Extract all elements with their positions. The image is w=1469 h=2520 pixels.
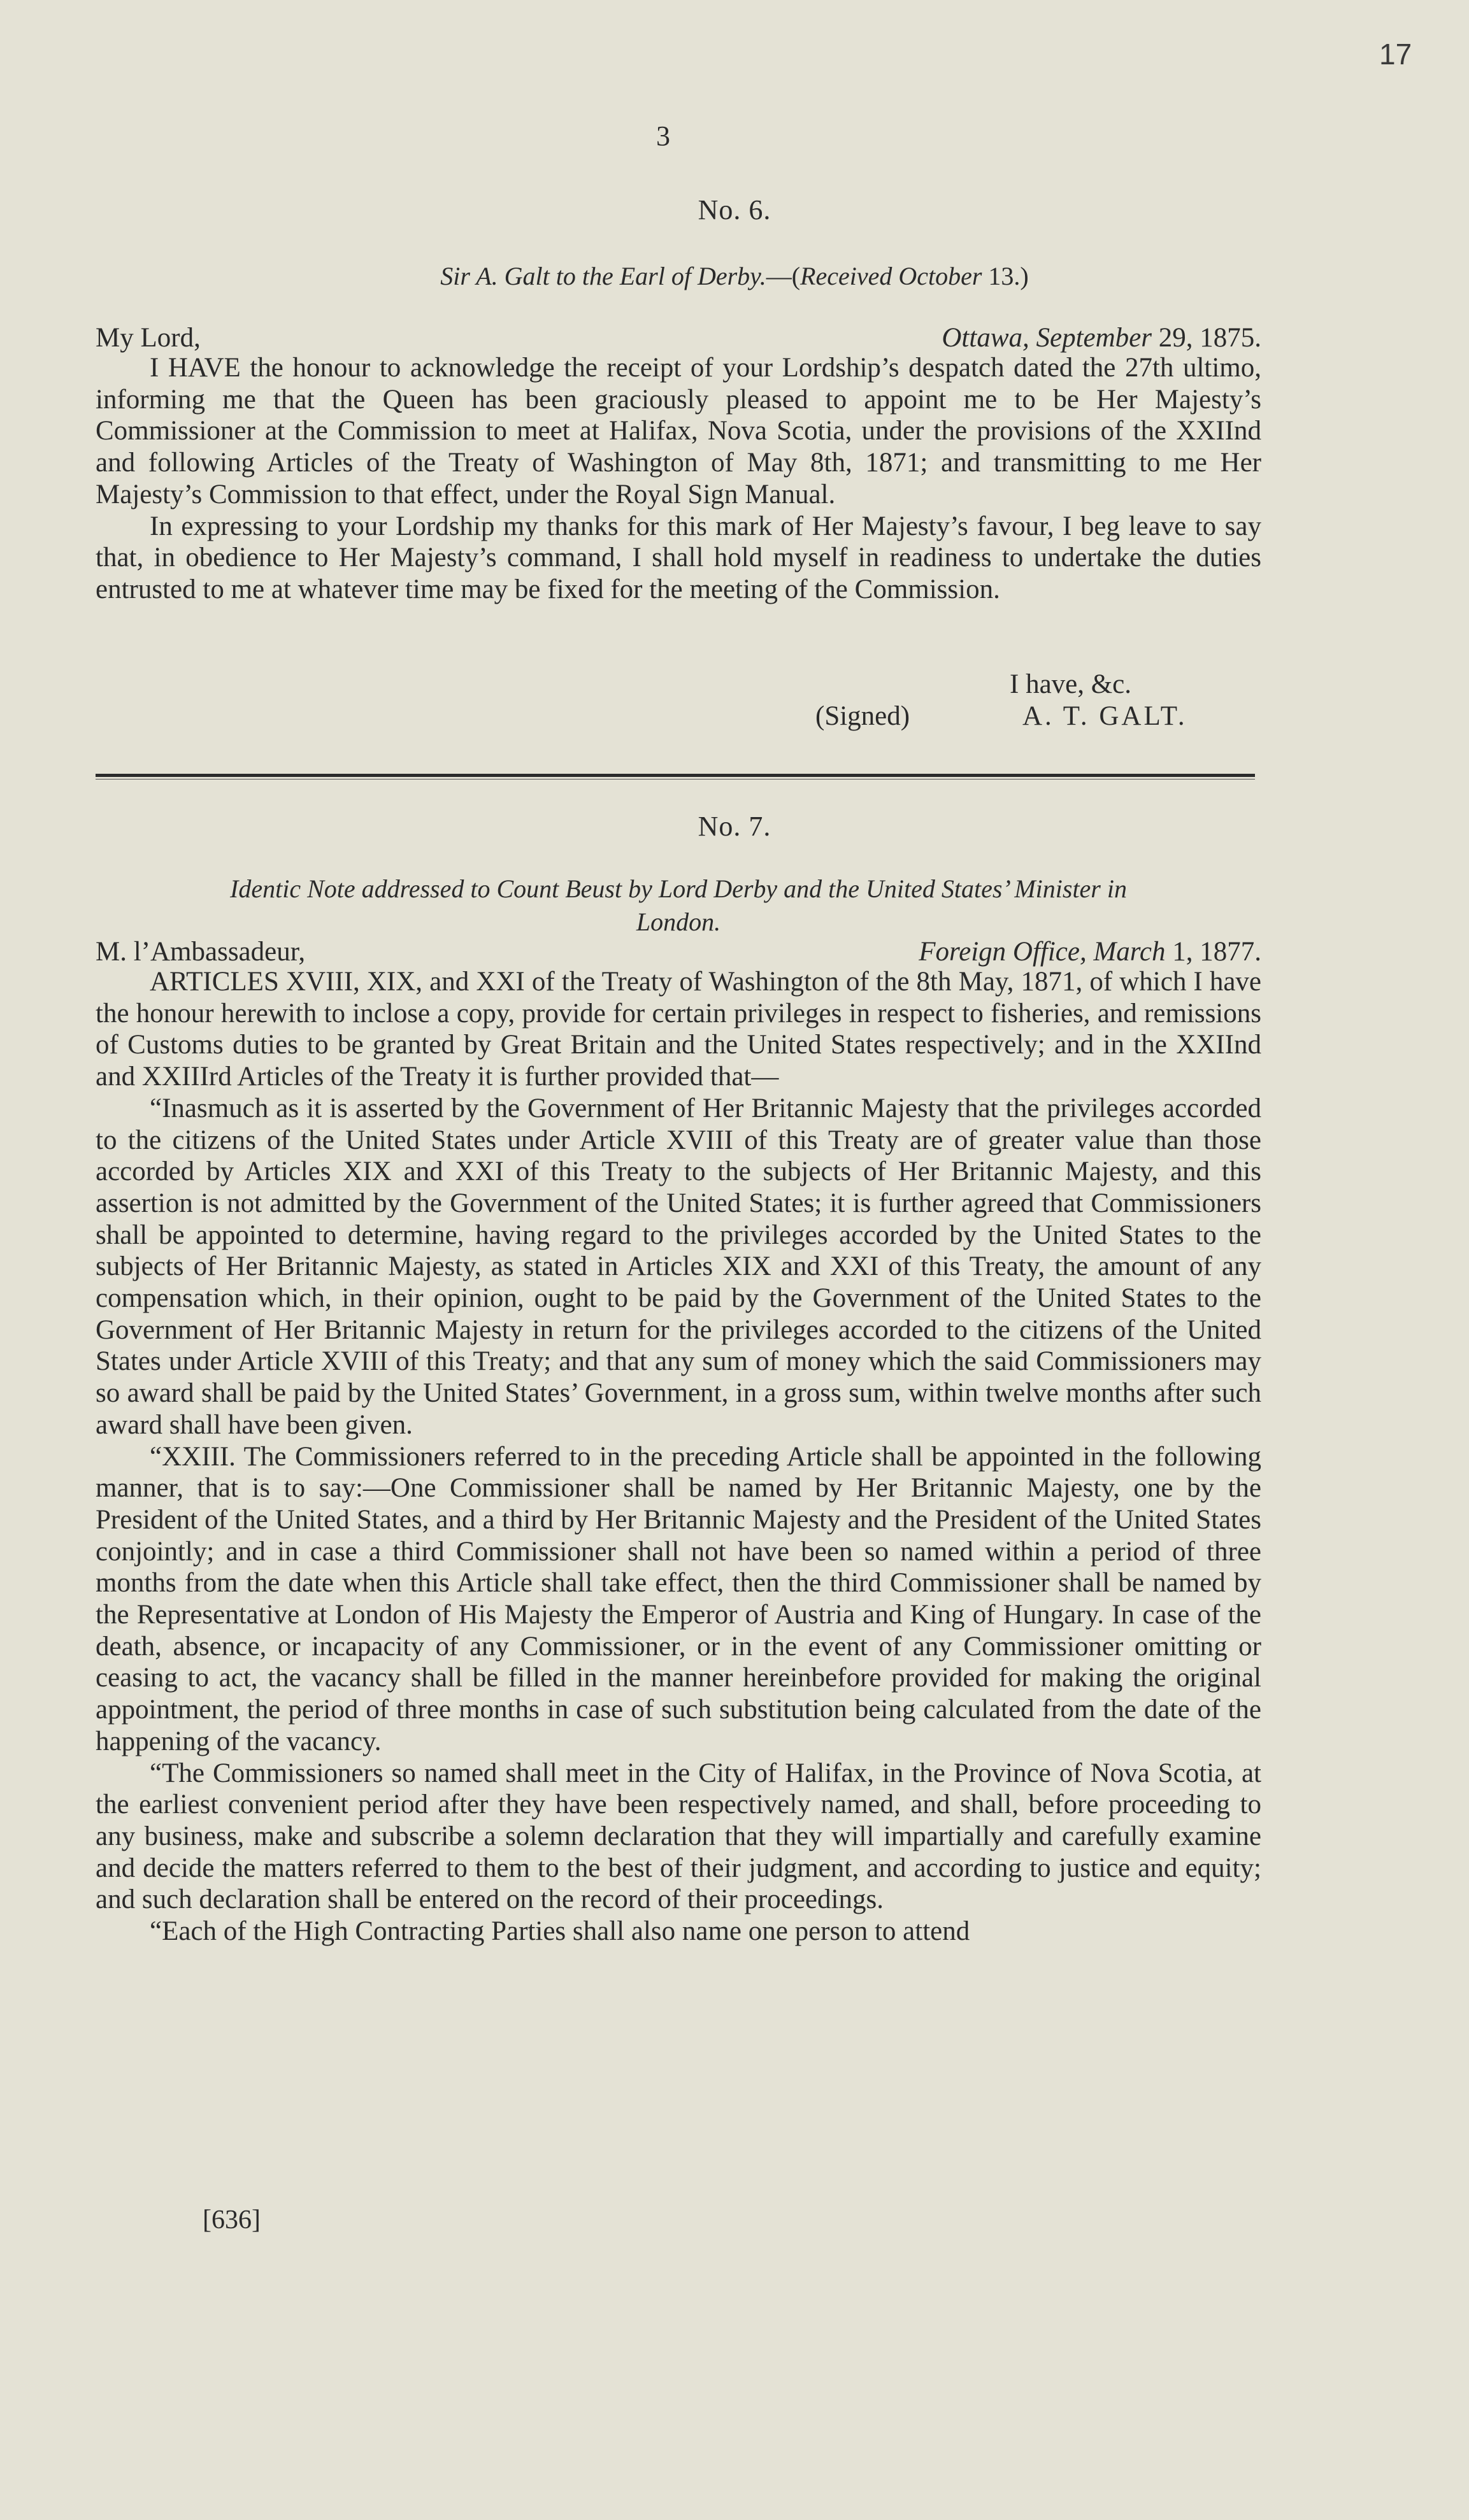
doc6-body [96,352,1261,606]
doc7-dateline-date: 1, 1877. [1172,937,1261,967]
doc7-dateline [919,936,1261,967]
doc7-paragraph-5: “Each of the High Contracting Parties shall also name one person to attend [150,1916,970,1947]
doc6-number: No. 6. [698,194,771,225]
doc7-dateline-place: Foreign Office, March [919,937,1166,967]
doc6-heading-received: Received October [800,262,982,290]
doc7-paragraph-2: “Inasmuch as it is asserted by the Government of Her Britannic Majesty that the privileges accorded to the citizens of the United States under Article XVIII of this Treaty are of greater value than those accorded by Articles XIX and XXI of this Treaty to the subjects of Her Britannic Majesty, and this assertion is not admitted by the Government of the United States; it is further agreed that Commissioners shall be appointed to determine, having regard to the privileges accorded by the United States to the subjects of Her Britannic Majesty, as stated in Articles XIX and XXI of this Treaty, the amount of any compensation which, in their opinion, ought to be paid by the Government of the United States to the Government of Her Britannic Majesty in return for the privileges accorded to the citizens of the United States under Article XVIII of this Treaty; and that any sum of money which the said Commissioners may so award shall be paid by the United States’ Government, in a gross sum, within twelve months after such award shall have been given. [96,1093,1261,1440]
doc7-heading-line1: Identic Note addressed to Count Beust by Lord Derby and the United States’ Minister in [230,874,1127,903]
doc7-salutation: M. l’Ambassadeur, [96,937,306,967]
print-signature-mark: [636] [203,2205,261,2235]
doc7-number: No. 7. [698,811,771,842]
doc7-paragraph-4: “The Commissioners so named shall meet in the City of Halifax, in the Province of Nova Scotia, at the earliest convenient period after they have been respectively named, and shall, before proceeding to any business, make and subscribe a solemn declaration that they will impartially and carefully examine and decide the matters referred to them to the best of their judgment, and according to justice and equity; and such declaration shall be entered on the record of their proceedings. [96,1758,1261,1915]
doc7-body [96,966,1261,1947]
section-divider [96,774,1255,777]
doc7-heading [96,872,1261,939]
page-number: 3 [656,120,670,152]
doc6-heading [0,260,1469,293]
doc6-dateline-place: Ottawa, September [942,323,1152,353]
doc6-heading-main: Sir A. Galt to the Earl of Derby. [440,262,766,290]
doc7-paragraph-1: ARTICLES XVIII, XIX, and XXI of the Treaty of Washington of the 8th May, 1871, of which I have the honour herewith to inclose a copy, provide for certain privileges in respect to fisheries, and remissions of Customs duties to be granted by Great Britain and the United States respectively; and in the XXIInd and XXIIIrd Articles of the Treaty it is further provided that— [96,967,1261,1092]
doc6-heading-date: 13.) [988,262,1029,290]
doc6-dateline [942,322,1261,353]
doc6-signed-label: (Signed) [815,701,910,731]
doc7-paragraph-3: “XXIII. The Commissioners referred to in the preceding Article shall be appointed in the following manner, that is to say:—One Commissioner shall be named by Her Britannic Majesty, one by the President of the United States, and a third by Her Britannic Majesty and the President of the United States conjointly; and in case a third Commissioner shall not have been so named within a period of three months from the date when this Article shall take effect, then the third Commissioner shall be named by the Representative at London of His Majesty the Emperor of Austria and King of Hungary. In case of the death, absence, or incapacity of any Commissioner, or in the event of any Commissioner omitting or ceasing to act, the vacancy shall be filled in the manner hereinbefore provided for making the original appointment, the period of three months in case of such substitution being calculated from the date of the happening of the vacancy. [96,1441,1261,1756]
doc7-salutation-row [96,936,1261,967]
doc6-salutation: My Lord, [96,323,201,353]
doc6-signature: A. T. GALT. [1022,701,1187,731]
doc7-heading-line2: London. [636,908,721,936]
folio-number: 17 [1379,38,1412,71]
doc6-dateline-date: 29, 1875. [1158,323,1261,353]
doc6-salutation-row [96,322,1261,353]
doc6-closing: I have, &c. [1010,669,1132,699]
doc6-paragraph-1: I HAVE the honour to acknowledge the receipt of your Lordship’s despatch dated the 27th ultimo, informing me that the Queen has been graciously pleased to appoint me to be Her Majesty’s Commissioner at the Commission to meet at Halifax, Nova Scotia, under the provisions of the XXIInd and following Articles of the Treaty of Washington of May 8th, 1871; and transmitting to me Her Majesty’s Commission to that effect, under the Royal Sign Manual. [96,353,1261,509]
doc6-paragraph-2: In expressing to your Lordship my thanks for this mark of Her Majesty’s favour, I beg leave to say that, in obedience to Her Majesty’s command, I shall hold myself in readiness to undertake the duties entrusted to me at whatever time may be fixed for the meeting of the Commission. [96,511,1261,604]
doc6-heading-dash: —( [766,262,801,290]
